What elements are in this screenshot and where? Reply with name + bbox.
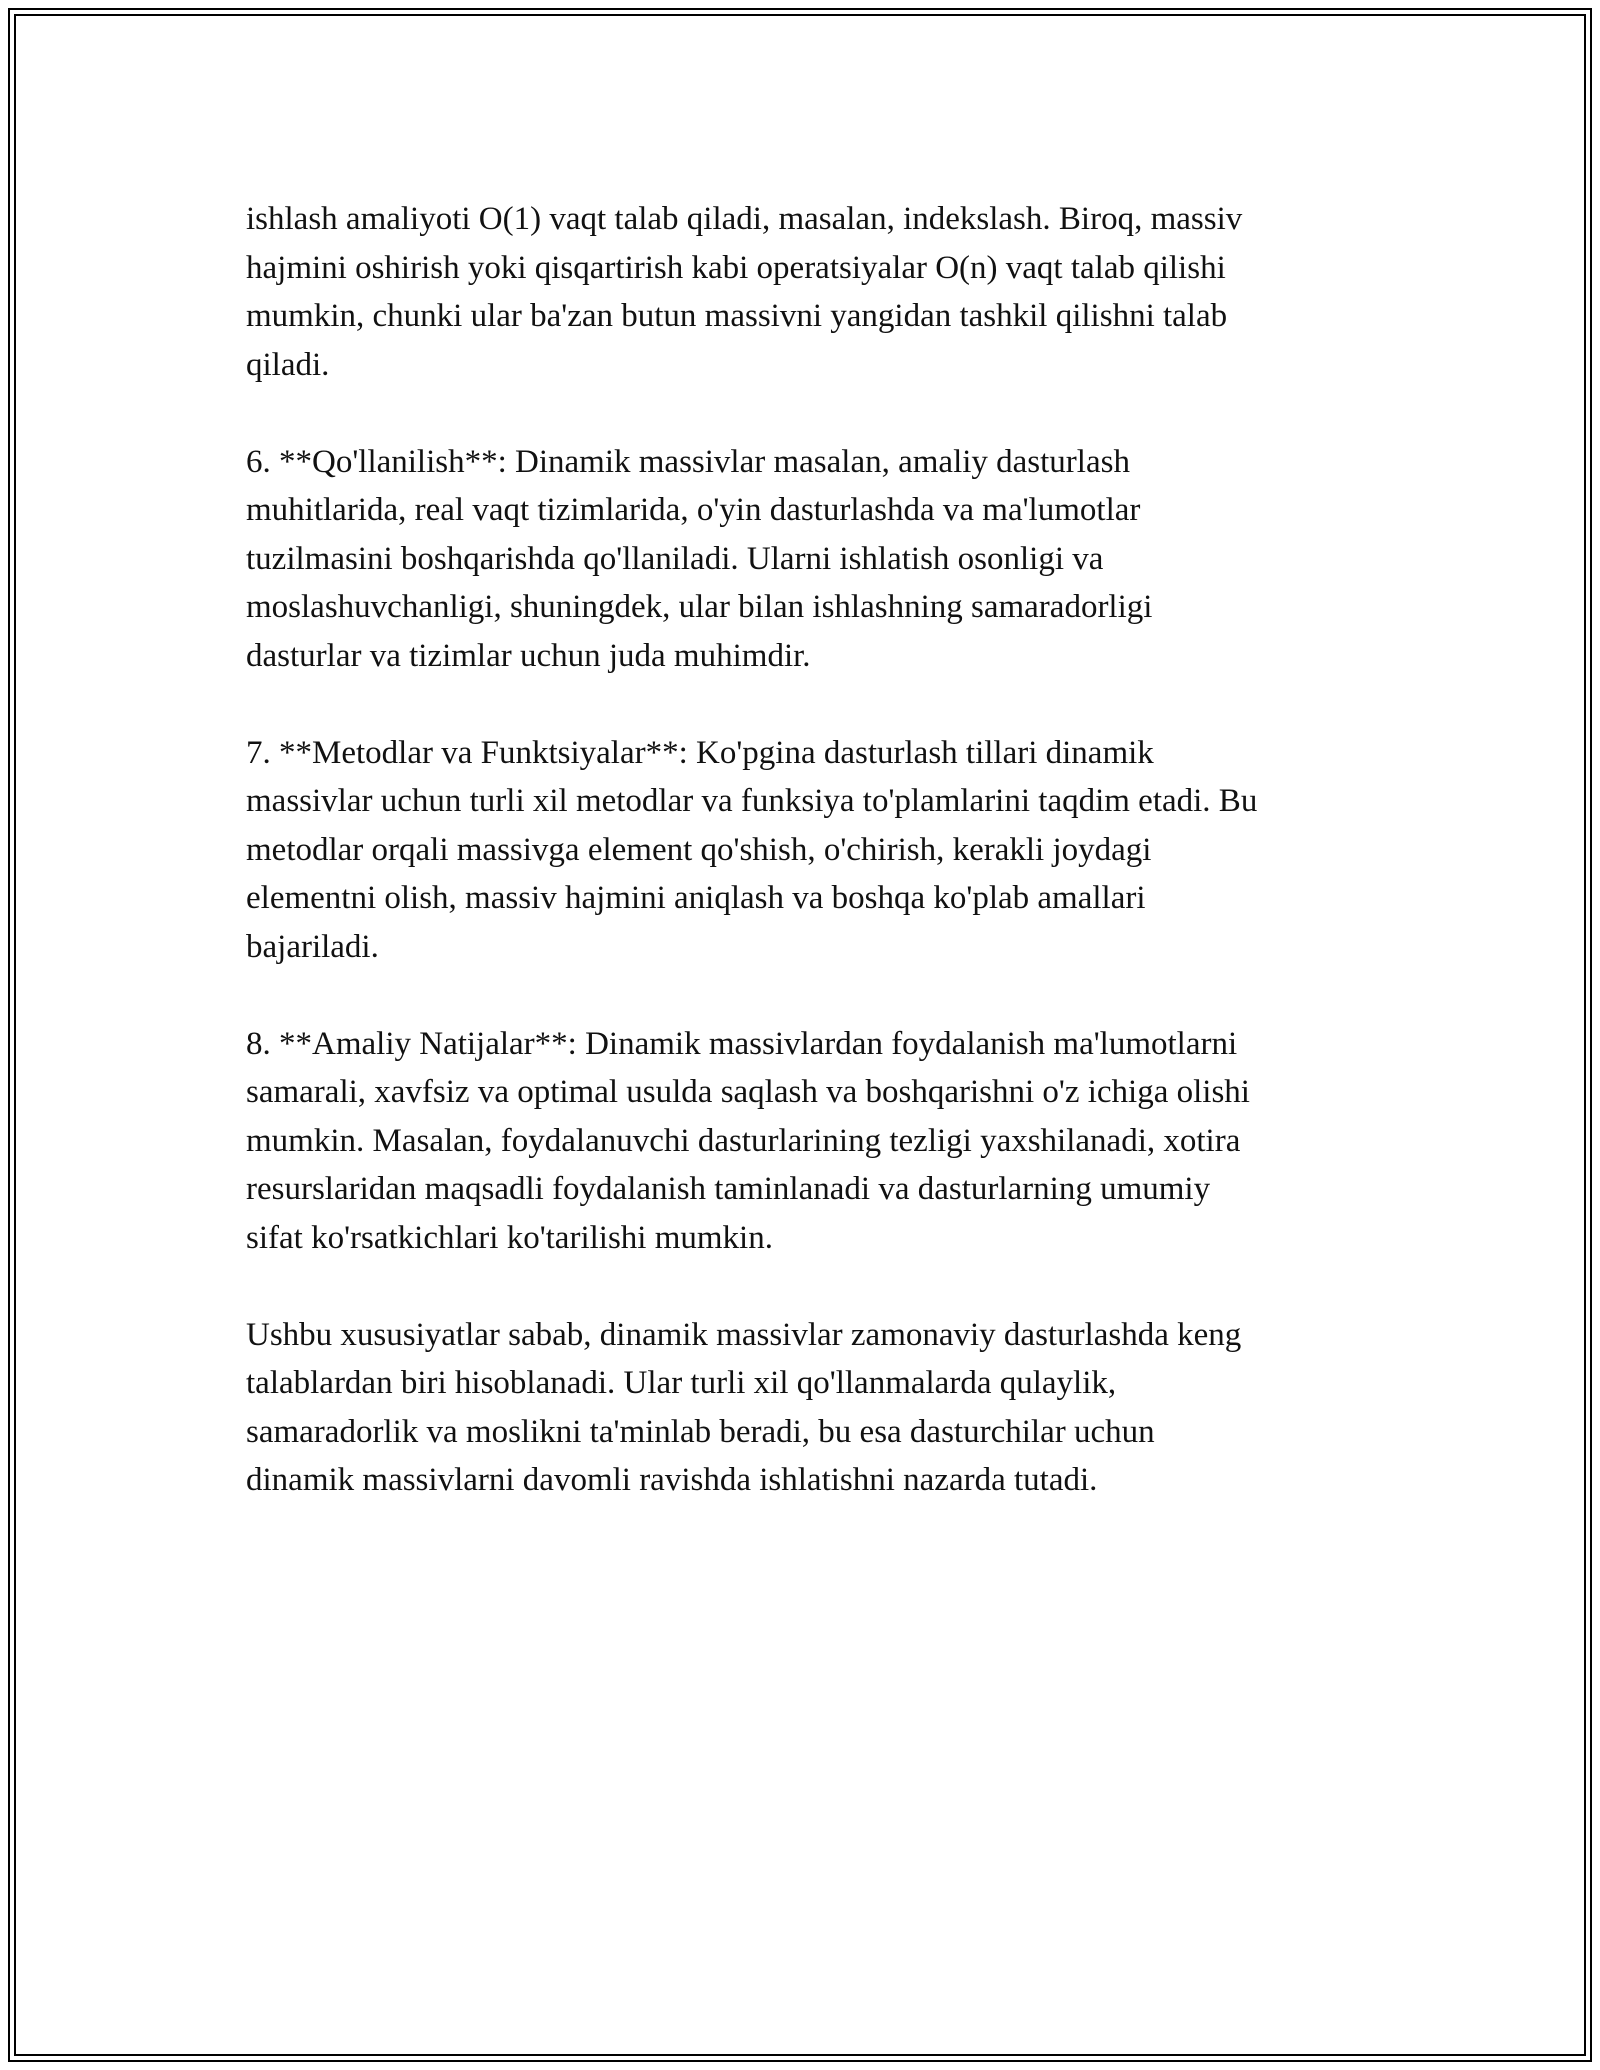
page-frame [8, 8, 1592, 2062]
paragraph-methods: 7. **Metodlar va Funktsiyalar**: Ko'pgina dasturlash tillari dinamik massivlar uchun turli xil metodlar va funksiya to'plamlarini taqdim etadi. Bu metodlar orqali massivga element qo'shish, o'chirish, kerakli joydagi elementni olish, massiv hajmini aniqlash va boshqa ko'plab amallari bajariladi. [246, 734, 1258, 965]
document-body [246, 195, 1376, 1553]
paragraph-practical-results: 8. **Amaliy Natijalar**: Dinamik massivlardan foydalanish ma'lumotlarni samarali, xavfsiz va optimal usulda saqlash va boshqarishni o'z ichiga olishi mumkin. Masalan, foydalanuvchi dasturlarining tezligi yaxshilanadi, xotira resurslaridan maqsadli foydalanish taminlanadi va dasturlarning umumiy sifat ko'rsatkichlari ko'tarilishi mumkin. [246, 1025, 1250, 1256]
paragraph-conclusion: Ushbu xususiyatlar sabab, dinamik massivlar zamonaviy dasturlashda keng talablardan biri hisoblanadi. Ular turli xil qo'llanmalarda qulaylik, samaradorlik va moslikni ta'minlab beradi, bu esa dasturchilar uchun dinamik massivlarni davomli ravishda ishlatishni nazarda tutadi. [246, 1316, 1242, 1498]
paragraph-complexity: ishlash amaliyoti O(1) vaqt talab qiladi, masalan, indekslash. Biroq, massiv hajmini oshirish yoki qisqartirish kabi operatsiyalar O(n) vaqt talab qilishi mumkin, chunki ular ba'zan butun massivni yangidan tashkil qilishni talab qiladi. [246, 201, 1243, 383]
paragraph-usage: 6. **Qo'llanilish**: Dinamik massivlar masalan, amaliy dasturlash muhitlarida, real vaqt tizimlarida, o'yin dasturlashda va ma'lumotlar tuzilmasini boshqarishda qo'llaniladi. Ularni ishlatish osonligi va moslashuvchanligi, shuningdek, ular bilan ishlashning samaradorligi dasturlar va tizimlar uchun juda muhimdir. [246, 443, 1153, 674]
